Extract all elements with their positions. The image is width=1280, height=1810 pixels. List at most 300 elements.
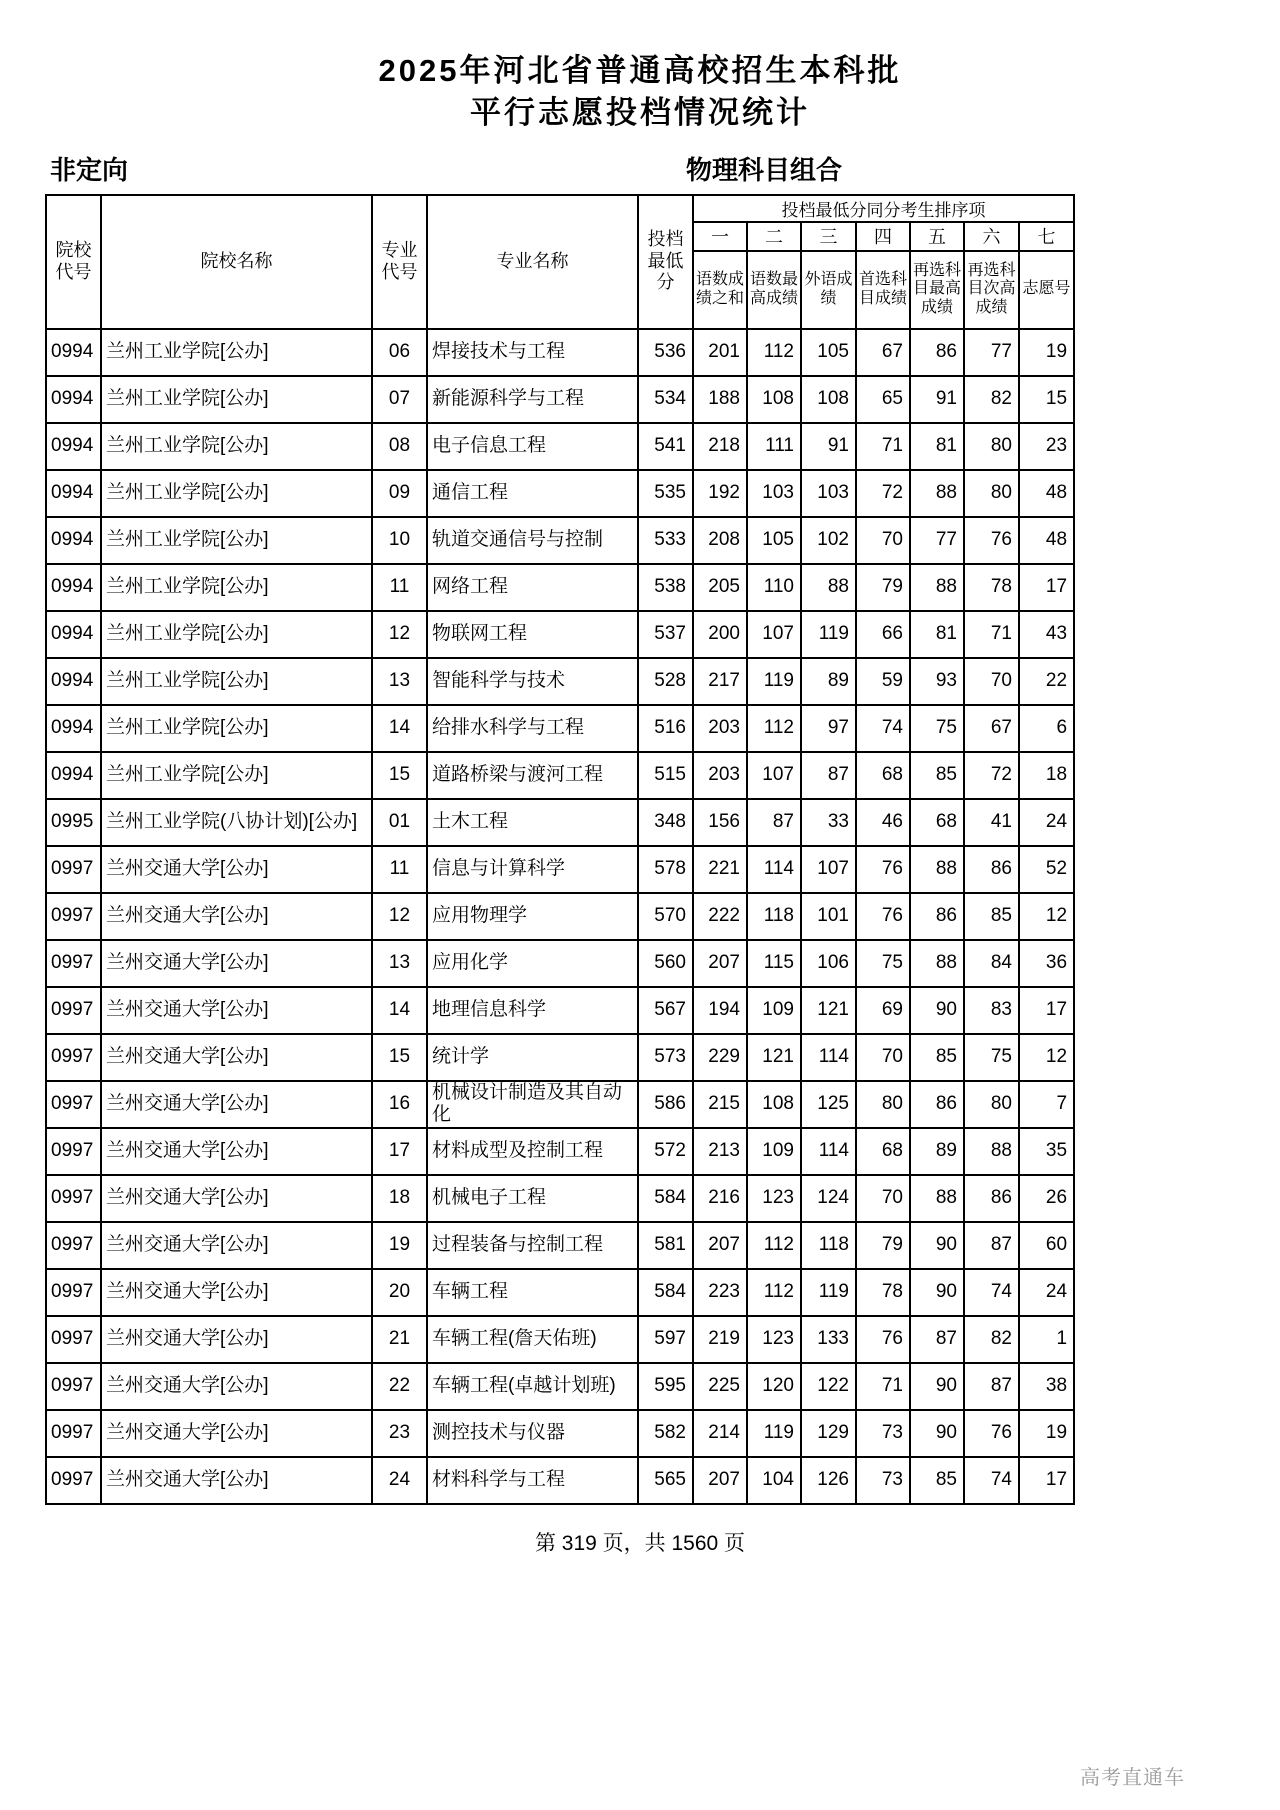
cell-major-code: 22	[372, 1363, 427, 1410]
cell-college-name: 兰州工业学院[公办]	[101, 423, 372, 470]
cell-major-code: 11	[372, 564, 427, 611]
cell-tb-3: 33	[801, 799, 856, 846]
cell-college-code: 0997	[46, 1081, 101, 1128]
col-header-tiebreak-group: 投档最低分同分考生排序项	[693, 195, 1074, 222]
cell-tb-5: 90	[910, 1363, 964, 1410]
cell-tb-4: 71	[856, 423, 910, 470]
cell-major-code: 10	[372, 517, 427, 564]
cell-min-score: 538	[638, 564, 693, 611]
cell-tb-1: 213	[693, 1128, 747, 1175]
cell-min-score: 597	[638, 1316, 693, 1363]
cell-college-name: 兰州工业学院[公办]	[101, 329, 372, 376]
cell-tb-6: 78	[964, 564, 1019, 611]
cell-tb-6: 67	[964, 705, 1019, 752]
cell-major-name: 道路桥梁与渡河工程	[427, 752, 638, 799]
cell-major-name: 物联网工程	[427, 611, 638, 658]
cell-college-code: 0994	[46, 376, 101, 423]
cell-major-name: 新能源科学与工程	[427, 376, 638, 423]
cell-tb-4: 79	[856, 564, 910, 611]
cell-tb-4: 76	[856, 893, 910, 940]
cell-major-name: 智能科学与技术	[427, 658, 638, 705]
table-row	[46, 799, 1074, 846]
cell-college-name: 兰州交通大学[公办]	[101, 1410, 372, 1457]
cell-tb-4: 70	[856, 1034, 910, 1081]
cell-tb-7: 22	[1019, 658, 1074, 705]
cell-major-code: 08	[372, 423, 427, 470]
cell-college-name: 兰州工业学院[公办]	[101, 705, 372, 752]
cell-tb-3: 89	[801, 658, 856, 705]
cell-major-name: 地理信息科学	[427, 987, 638, 1034]
cell-tb-1: 222	[693, 893, 747, 940]
orientation-label: 非定向	[50, 154, 129, 185]
cell-tb-4: 75	[856, 940, 910, 987]
cell-min-score: 536	[638, 329, 693, 376]
cell-tb-6: 70	[964, 658, 1019, 705]
cell-min-score: 586	[638, 1081, 693, 1128]
cell-tb-1: 156	[693, 799, 747, 846]
cell-tb-6: 74	[964, 1457, 1019, 1504]
cell-tb-1: 223	[693, 1269, 747, 1316]
cell-college-name: 兰州工业学院[公办]	[101, 564, 372, 611]
cell-tb-2: 114	[747, 846, 801, 893]
cell-tb-7: 48	[1019, 470, 1074, 517]
cell-tb-7: 12	[1019, 893, 1074, 940]
cell-tb-6: 71	[964, 611, 1019, 658]
cell-college-code: 0994	[46, 423, 101, 470]
table-row	[46, 1269, 1074, 1316]
cell-college-code: 0997	[46, 1363, 101, 1410]
cell-tb-3: 133	[801, 1316, 856, 1363]
cell-major-code: 19	[372, 1222, 427, 1269]
cell-major-name: 统计学	[427, 1034, 638, 1081]
cell-tb-3: 105	[801, 329, 856, 376]
cell-min-score: 573	[638, 1034, 693, 1081]
cell-major-name: 材料成型及控制工程	[427, 1128, 638, 1175]
cell-tb-6: 84	[964, 940, 1019, 987]
col-header-tb-label-3: 外语成绩	[801, 251, 856, 329]
cell-college-code: 0994	[46, 329, 101, 376]
table-row	[46, 893, 1074, 940]
cell-tb-1: 208	[693, 517, 747, 564]
cell-major-name: 电子信息工程	[427, 423, 638, 470]
cell-min-score: 516	[638, 705, 693, 752]
cell-college-name: 兰州交通大学[公办]	[101, 1316, 372, 1363]
cell-major-code: 01	[372, 799, 427, 846]
cell-tb-6: 86	[964, 1175, 1019, 1222]
cell-tb-1: 214	[693, 1410, 747, 1457]
cell-tb-7: 7	[1019, 1081, 1074, 1128]
cell-tb-6: 80	[964, 470, 1019, 517]
cell-tb-2: 104	[747, 1457, 801, 1504]
cell-tb-6: 87	[964, 1222, 1019, 1269]
cell-college-code: 0997	[46, 987, 101, 1034]
col-header-tb-label-1: 语数成绩之和	[693, 251, 747, 329]
cell-college-code: 0994	[46, 564, 101, 611]
cell-tb-7: 6	[1019, 705, 1074, 752]
table-row	[46, 423, 1074, 470]
cell-tb-1: 217	[693, 658, 747, 705]
cell-tb-2: 111	[747, 423, 801, 470]
cell-tb-5: 85	[910, 1457, 964, 1504]
table-row	[46, 1034, 1074, 1081]
cell-tb-2: 105	[747, 517, 801, 564]
cell-tb-3: 91	[801, 423, 856, 470]
cell-min-score: 533	[638, 517, 693, 564]
cell-college-name: 兰州交通大学[公办]	[101, 1222, 372, 1269]
subheader	[0, 150, 1280, 186]
col-header-major-code: 专业代号	[372, 195, 427, 329]
cell-min-score: 582	[638, 1410, 693, 1457]
col-header-tb-label-2: 语数最高成绩	[747, 251, 801, 329]
cell-college-name: 兰州交通大学[公办]	[101, 846, 372, 893]
cell-college-name: 兰州工业学院(八协计划)[公办]	[101, 799, 372, 846]
cell-min-score: 515	[638, 752, 693, 799]
cell-college-name: 兰州交通大学[公办]	[101, 940, 372, 987]
col-header-tb-3: 三	[801, 222, 856, 251]
cell-major-name: 车辆工程(卓越计划班)	[427, 1363, 638, 1410]
col-header-tb-label-7: 志愿号	[1019, 251, 1074, 329]
subject-combo-label: 物理科目组合	[686, 154, 843, 185]
cell-major-code: 13	[372, 658, 427, 705]
cell-tb-3: 114	[801, 1128, 856, 1175]
cell-college-code: 0994	[46, 470, 101, 517]
cell-major-name: 应用化学	[427, 940, 638, 987]
cell-tb-2: 108	[747, 376, 801, 423]
cell-tb-4: 73	[856, 1410, 910, 1457]
cell-tb-3: 119	[801, 1269, 856, 1316]
cell-tb-7: 15	[1019, 376, 1074, 423]
cell-tb-3: 119	[801, 611, 856, 658]
cell-tb-5: 89	[910, 1128, 964, 1175]
cell-tb-5: 88	[910, 470, 964, 517]
cell-college-code: 0997	[46, 846, 101, 893]
cell-college-code: 0997	[46, 1222, 101, 1269]
cell-tb-6: 76	[964, 1410, 1019, 1457]
cell-tb-6: 74	[964, 1269, 1019, 1316]
cell-tb-6: 77	[964, 329, 1019, 376]
cell-tb-2: 112	[747, 705, 801, 752]
cell-tb-3: 88	[801, 564, 856, 611]
table-row	[46, 329, 1074, 376]
cell-tb-6: 82	[964, 1316, 1019, 1363]
cell-tb-4: 74	[856, 705, 910, 752]
col-header-tb-4: 四	[856, 222, 910, 251]
cell-college-name: 兰州工业学院[公办]	[101, 517, 372, 564]
cell-tb-7: 17	[1019, 987, 1074, 1034]
cell-tb-7: 60	[1019, 1222, 1074, 1269]
table-row	[46, 1363, 1074, 1410]
cell-tb-5: 86	[910, 1081, 964, 1128]
cell-major-code: 23	[372, 1410, 427, 1457]
table-row	[46, 987, 1074, 1034]
cell-tb-1: 216	[693, 1175, 747, 1222]
cell-tb-5: 86	[910, 893, 964, 940]
cell-major-name: 车辆工程	[427, 1269, 638, 1316]
header-row-top	[46, 195, 1074, 222]
cell-tb-6: 83	[964, 987, 1019, 1034]
table-row	[46, 1128, 1074, 1175]
cell-tb-5: 85	[910, 752, 964, 799]
cell-tb-3: 108	[801, 376, 856, 423]
cell-min-score: 584	[638, 1175, 693, 1222]
cell-tb-7: 23	[1019, 423, 1074, 470]
cell-college-name: 兰州工业学院[公办]	[101, 470, 372, 517]
cell-major-name: 给排水科学与工程	[427, 705, 638, 752]
cell-college-name: 兰州交通大学[公办]	[101, 1175, 372, 1222]
cell-college-code: 0997	[46, 1269, 101, 1316]
cell-major-code: 15	[372, 752, 427, 799]
cell-tb-5: 91	[910, 376, 964, 423]
cell-tb-3: 103	[801, 470, 856, 517]
col-header-tb-label-5: 再选科目最高成绩	[910, 251, 964, 329]
page-title	[0, 0, 1280, 134]
cell-college-code: 0997	[46, 1457, 101, 1504]
cell-tb-7: 48	[1019, 517, 1074, 564]
cell-min-score: 595	[638, 1363, 693, 1410]
cell-major-name: 应用物理学	[427, 893, 638, 940]
cell-tb-1: 215	[693, 1081, 747, 1128]
cell-tb-7: 12	[1019, 1034, 1074, 1081]
cell-tb-4: 72	[856, 470, 910, 517]
cell-tb-4: 46	[856, 799, 910, 846]
cell-tb-5: 85	[910, 1034, 964, 1081]
cell-tb-6: 88	[964, 1128, 1019, 1175]
cell-tb-6: 80	[964, 1081, 1019, 1128]
cell-tb-1: 221	[693, 846, 747, 893]
cell-tb-7: 17	[1019, 564, 1074, 611]
cell-tb-1: 225	[693, 1363, 747, 1410]
table-body	[46, 329, 1074, 1504]
col-header-tb-5: 五	[910, 222, 964, 251]
cell-college-name: 兰州交通大学[公办]	[101, 1128, 372, 1175]
table-row	[46, 705, 1074, 752]
cell-tb-1: 188	[693, 376, 747, 423]
cell-tb-5: 88	[910, 564, 964, 611]
cell-min-score: 581	[638, 1222, 693, 1269]
col-header-major-name: 专业名称	[427, 195, 638, 329]
cell-tb-3: 101	[801, 893, 856, 940]
cell-tb-5: 88	[910, 846, 964, 893]
col-header-tb-1: 一	[693, 222, 747, 251]
cell-tb-7: 43	[1019, 611, 1074, 658]
col-header-min-score: 投档最低分	[638, 195, 693, 329]
cell-college-code: 0997	[46, 893, 101, 940]
cell-college-name: 兰州交通大学[公办]	[101, 987, 372, 1034]
cell-tb-7: 38	[1019, 1363, 1074, 1410]
cell-college-name: 兰州交通大学[公办]	[101, 1457, 372, 1504]
cell-tb-7: 19	[1019, 1410, 1074, 1457]
cell-college-name: 兰州工业学院[公办]	[101, 658, 372, 705]
cell-tb-1: 201	[693, 329, 747, 376]
col-header-tb-6: 六	[964, 222, 1019, 251]
cell-college-code: 0997	[46, 1175, 101, 1222]
cell-tb-1: 203	[693, 752, 747, 799]
cell-tb-2: 103	[747, 470, 801, 517]
cell-tb-2: 109	[747, 987, 801, 1034]
table-row	[46, 658, 1074, 705]
cell-tb-4: 68	[856, 1128, 910, 1175]
cell-tb-3: 106	[801, 940, 856, 987]
cell-tb-7: 24	[1019, 799, 1074, 846]
cell-tb-3: 97	[801, 705, 856, 752]
col-header-college-name: 院校名称	[101, 195, 372, 329]
cell-major-code: 12	[372, 893, 427, 940]
cell-major-code: 21	[372, 1316, 427, 1363]
cell-tb-2: 108	[747, 1081, 801, 1128]
cell-tb-2: 120	[747, 1363, 801, 1410]
cell-tb-4: 80	[856, 1081, 910, 1128]
cell-college-code: 0997	[46, 1410, 101, 1457]
cell-min-score: 537	[638, 611, 693, 658]
cell-college-code: 0997	[46, 1316, 101, 1363]
cell-tb-6: 85	[964, 893, 1019, 940]
cell-tb-6: 76	[964, 517, 1019, 564]
cell-tb-7: 1	[1019, 1316, 1074, 1363]
cell-college-name: 兰州交通大学[公办]	[101, 1363, 372, 1410]
cell-min-score: 578	[638, 846, 693, 893]
watermark: 高考直通车	[1080, 1767, 1185, 1789]
cell-tb-6: 41	[964, 799, 1019, 846]
cell-college-code: 0995	[46, 799, 101, 846]
cell-tb-4: 76	[856, 846, 910, 893]
cell-college-code: 0994	[46, 752, 101, 799]
cell-major-code: 16	[372, 1081, 427, 1128]
cell-tb-3: 126	[801, 1457, 856, 1504]
cell-tb-2: 123	[747, 1316, 801, 1363]
table-row	[46, 1222, 1074, 1269]
cell-tb-2: 112	[747, 329, 801, 376]
cell-college-name: 兰州工业学院[公办]	[101, 752, 372, 799]
cell-min-score: 535	[638, 470, 693, 517]
cell-tb-2: 119	[747, 658, 801, 705]
cell-college-code: 0994	[46, 658, 101, 705]
cell-major-name: 信息与计算科学	[427, 846, 638, 893]
cell-college-name: 兰州交通大学[公办]	[101, 1034, 372, 1081]
cell-tb-4: 78	[856, 1269, 910, 1316]
cell-tb-2: 109	[747, 1128, 801, 1175]
cell-min-score: 567	[638, 987, 693, 1034]
cell-tb-7: 17	[1019, 1457, 1074, 1504]
page-number: 第 319 页，共 1560 页	[534, 1531, 746, 1555]
cell-tb-1: 219	[693, 1316, 747, 1363]
cell-min-score: 565	[638, 1457, 693, 1504]
table-row	[46, 1457, 1074, 1504]
cell-tb-6: 82	[964, 376, 1019, 423]
cell-major-name: 过程装备与控制工程	[427, 1222, 638, 1269]
cell-tb-3: 114	[801, 1034, 856, 1081]
table-row	[46, 1175, 1074, 1222]
cell-tb-4: 76	[856, 1316, 910, 1363]
cell-tb-5: 75	[910, 705, 964, 752]
cell-tb-3: 107	[801, 846, 856, 893]
cell-major-code: 13	[372, 940, 427, 987]
cell-tb-1: 207	[693, 1457, 747, 1504]
cell-tb-2: 119	[747, 1410, 801, 1457]
cell-tb-6: 72	[964, 752, 1019, 799]
cell-tb-7: 18	[1019, 752, 1074, 799]
col-header-tb-7: 七	[1019, 222, 1074, 251]
cell-min-score: 541	[638, 423, 693, 470]
cell-tb-2: 112	[747, 1269, 801, 1316]
cell-tb-6: 86	[964, 846, 1019, 893]
cell-tb-1: 207	[693, 1222, 747, 1269]
cell-tb-4: 69	[856, 987, 910, 1034]
cell-tb-3: 124	[801, 1175, 856, 1222]
cell-tb-2: 123	[747, 1175, 801, 1222]
table-header	[46, 195, 1074, 329]
cell-major-code: 06	[372, 329, 427, 376]
cell-college-name: 兰州交通大学[公办]	[101, 1081, 372, 1128]
cell-tb-1: 207	[693, 940, 747, 987]
cell-tb-1: 194	[693, 987, 747, 1034]
cell-tb-7: 19	[1019, 329, 1074, 376]
cell-tb-4: 79	[856, 1222, 910, 1269]
cell-tb-2: 107	[747, 611, 801, 658]
cell-tb-1: 205	[693, 564, 747, 611]
cell-tb-3: 87	[801, 752, 856, 799]
cell-tb-2: 121	[747, 1034, 801, 1081]
cell-tb-5: 88	[910, 940, 964, 987]
cell-tb-1: 192	[693, 470, 747, 517]
cell-tb-7: 26	[1019, 1175, 1074, 1222]
cell-major-name: 网络工程	[427, 564, 638, 611]
cell-major-code: 12	[372, 611, 427, 658]
cell-college-code: 0997	[46, 940, 101, 987]
cell-tb-5: 86	[910, 329, 964, 376]
cell-tb-5: 88	[910, 1175, 964, 1222]
cell-tb-4: 68	[856, 752, 910, 799]
cell-college-name: 兰州交通大学[公办]	[101, 893, 372, 940]
cell-tb-1: 200	[693, 611, 747, 658]
cell-major-name: 通信工程	[427, 470, 638, 517]
cell-tb-3: 102	[801, 517, 856, 564]
table-row	[46, 752, 1074, 799]
cell-tb-5: 90	[910, 987, 964, 1034]
cell-tb-4: 71	[856, 1363, 910, 1410]
cell-major-code: 20	[372, 1269, 427, 1316]
cell-major-code: 14	[372, 705, 427, 752]
cell-tb-4: 70	[856, 517, 910, 564]
cell-major-name: 机械设计制造及其自动化	[427, 1081, 638, 1128]
cell-major-code: 11	[372, 846, 427, 893]
table-row	[46, 470, 1074, 517]
cell-major-name: 土木工程	[427, 799, 638, 846]
table-row	[46, 1316, 1074, 1363]
table-row	[46, 940, 1074, 987]
cell-major-name: 测控技术与仪器	[427, 1410, 638, 1457]
cell-tb-5: 90	[910, 1222, 964, 1269]
table-row	[46, 376, 1074, 423]
cell-college-name: 兰州交通大学[公办]	[101, 1269, 372, 1316]
cell-major-code: 14	[372, 987, 427, 1034]
col-header-college-code: 院校代号	[46, 195, 101, 329]
cell-college-code: 0994	[46, 611, 101, 658]
cell-tb-7: 35	[1019, 1128, 1074, 1175]
table-row	[46, 611, 1074, 658]
cell-tb-2: 87	[747, 799, 801, 846]
cell-min-score: 572	[638, 1128, 693, 1175]
cell-major-name: 轨道交通信号与控制	[427, 517, 638, 564]
col-header-tb-2: 二	[747, 222, 801, 251]
cell-tb-4: 67	[856, 329, 910, 376]
cell-tb-5: 93	[910, 658, 964, 705]
title-line1: 2025年河北省普通高校招生本科批	[378, 53, 902, 88]
cell-tb-3: 129	[801, 1410, 856, 1457]
cell-tb-5: 68	[910, 799, 964, 846]
cell-tb-5: 90	[910, 1269, 964, 1316]
cell-college-name: 兰州工业学院[公办]	[101, 611, 372, 658]
cell-tb-1: 203	[693, 705, 747, 752]
